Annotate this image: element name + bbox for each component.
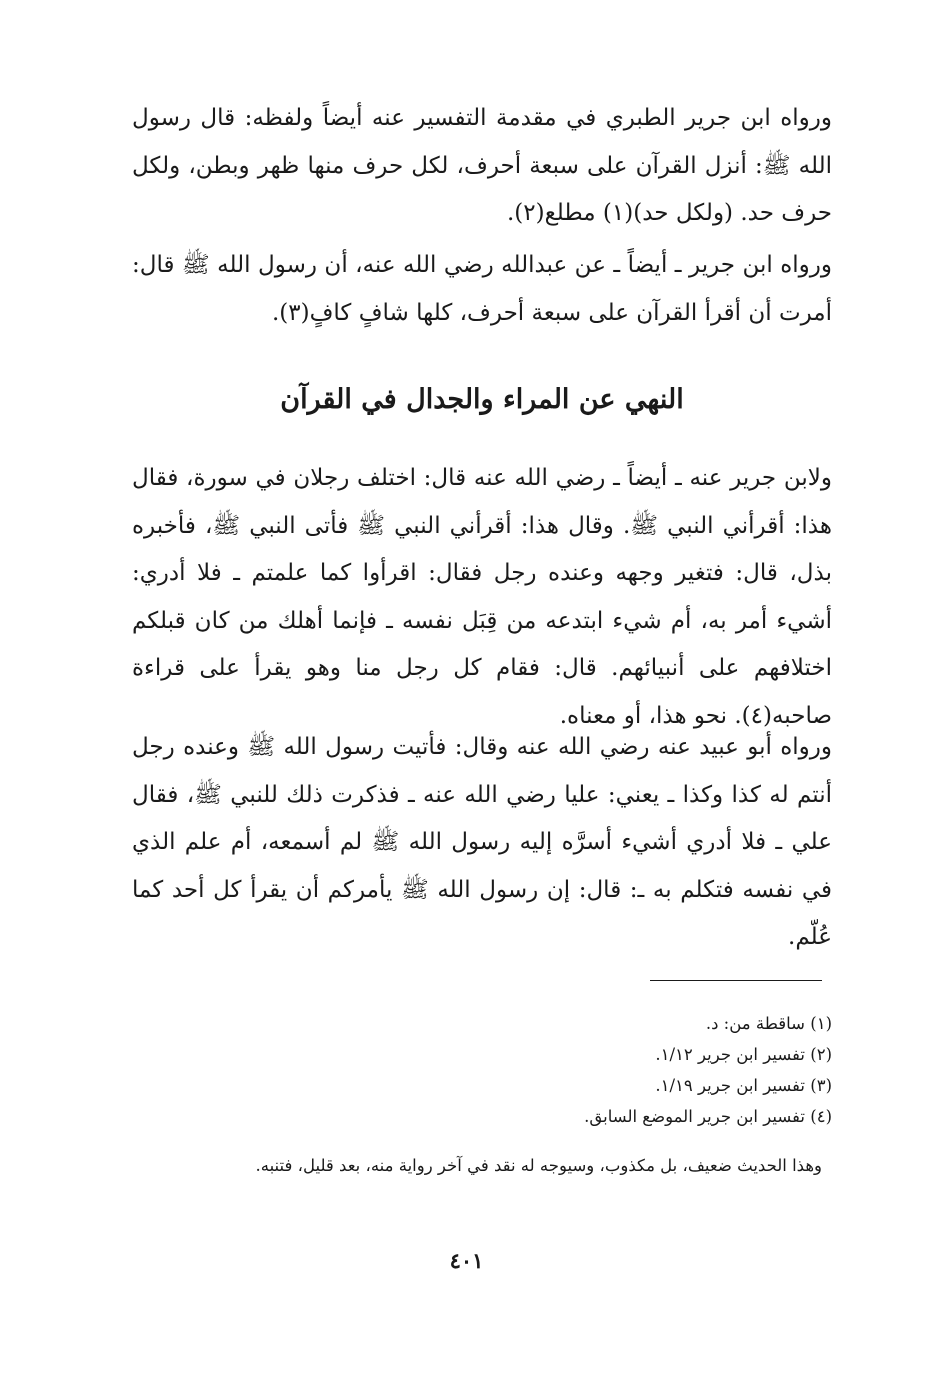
section-heading: النهي عن المراء والجدال في القرآن xyxy=(280,384,684,415)
body-paragraph-2: ورواه ابن جرير ـ أيضاً ـ عن عبدالله رضي الله عنه، أن رسول الله ﷺ قال: أمرت أن أقرأ القرآن على سبعة أحرف، كلها شافٍ كافٍ(٣). xyxy=(132,252,832,326)
footnote-3: (٣) تفسير ابن جرير ١/١٩. xyxy=(655,1076,832,1095)
footnote-separator xyxy=(650,980,822,981)
footnote-4-note: وهذا الحديث ضعيف، بل مكذوب، وسيوجه له نقد في آخر رواية منه، بعد قليل، فتنبه. xyxy=(255,1156,822,1175)
footnote-2: (٢) تفسير ابن جرير ١/١٢. xyxy=(655,1045,832,1064)
footnotes-list xyxy=(132,1008,832,1132)
body-paragraph-3: ولابن جرير عنه ـ أيضاً ـ رضي الله عنه قال: اختلف رجلان في سورة، فقال هذا: أقرأني النبي ﷺ. وقال هذا: أقرأني النبي ﷺ فأتى النبي ﷺ، فأخبره بذل، قال: فتغير وجهه وعنده رجل فقال: اقرأوا كما علمتم ـ فلا أدري: أشيء أمر به، أم شيء ابتدعه من قِبَل نفسه ـ فإنما أهلك من كان قبلكم اختلافهم على أنبيائهم. قال: فقام كل رجل منا وهو يقرأ على قراءة صاحبه(٤). نحو هذا، أو معناه. xyxy=(132,465,832,729)
page-number: ٤٠١ xyxy=(449,1248,484,1273)
footnote-1: (١) ساقطة من: د. xyxy=(705,1014,832,1033)
footnote-4: (٤) تفسير ابن جرير الموضع السابق. xyxy=(584,1107,832,1126)
body-paragraph-4: ورواه أبو عبيد عنه رضي الله عنه وقال: فأتيت رسول الله ﷺ وعنده رجل أنتم له كذا وكذا ـ يعني: عليا رضي الله عنه ـ فذكرت ذلك للنبي ﷺ، فقال علي ـ فلا أدري أشيء أسرَّه إليه رسول الله ﷺ لم أسمعه، أم علم الذي في نفسه فتكلم به ـ: قال: إن رسول الله ﷺ يأمركم أن يقرأ كل أحد كما عُلّم. xyxy=(132,734,832,950)
body-paragraph-1: ورواه ابن جرير الطبري في مقدمة التفسير عنه أيضاً ولفظه: قال رسول الله ﷺ: أنزل القرآن على سبعة أحرف، لكل حرف منها ظهر وبطن، ولكل حرف حد. (ولكل حد)(١) مطلع(٢). xyxy=(132,105,832,226)
